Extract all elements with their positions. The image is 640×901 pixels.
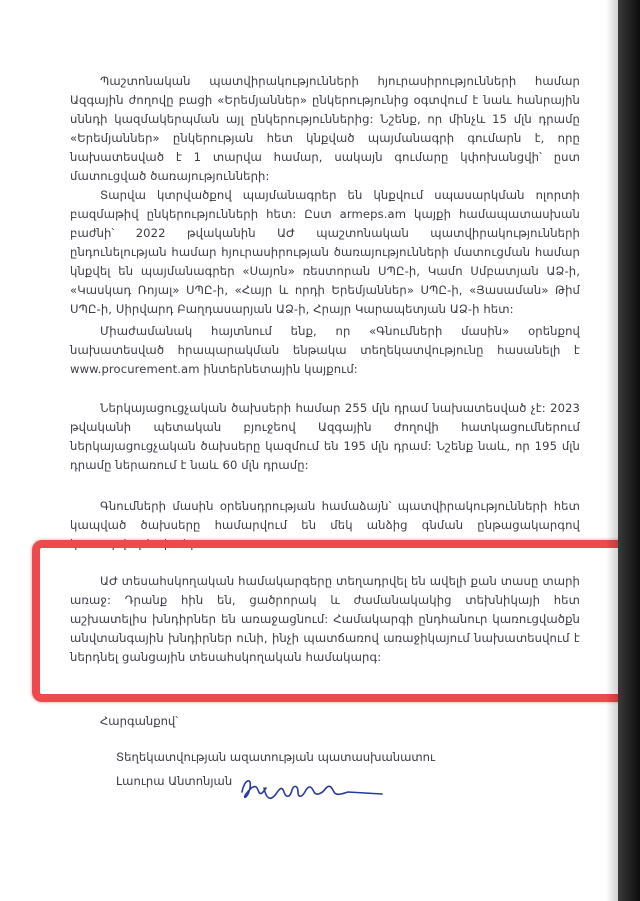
paragraph-hospitality: Պաշտոնական պատվիրակությունների հյուրասիրությունների համար Ազգային ժողովը բացի «Երեմյաններ» ընկերությունից օգտվում է նաև հանրային սննդի կազմակերպման այլ ընկերություններից: Նշենք, որ մինչև 15 մլն դրամը «Երեմյաններ» ընկերության հետ կնքված պայմանագրի գումարն է, որը նախատեսված է 1 տարվա համար, սակայն գումարը կփոխանցվի՝ ըստ մատուցված ծառայությունների: <box>70 74 580 183</box>
closing-greeting: Հարգանքով՝ <box>100 714 179 728</box>
paragraph-contracts: Տարվա կտրվածքով պայմանագրեր են կնքվում սպասարկման ոլորտի բազմաթիվ ընկերությունների հետ: Ըստ armeps.am կայքի համապատասխան բաժնի՝ 2022 թվականին ԱԺ պաշտոնական պատվիրակությունների ընդունելության համար հյուրասիրության ծառայությունների մատուցման համար կնքվել են պայմանագրեր «Սայոն» ռեստորան ՍՊԸ-ի, Կամո Սմբատյան ԱՁ-ի, «Կասկադ Ռոյալ» ՍՊԸ-ի, «Հայր և որդի Երեմյաններ» ՍՊԸ-ի, «Յասաման» Թիմ ՍՊԸ-ի, Սիրվարդ Բաղդասարյան ԱՁ-ի, Հրայր Կարապետյան ԱՁ-ի հետ: <box>70 188 580 316</box>
paragraph-procurement-law: Գնումների մասին օրենսդրության համաձայն՝ պատվիրակությունների հետ կապված ծախսերը համարվում են մեկ անձից գնման ընթացակարգով կատարվող ծախսեր: <box>70 499 580 550</box>
scan-shadow <box>606 0 618 901</box>
signatory-name: Լաուրա Անտոնյան <box>116 774 233 788</box>
paragraph-expenses: Ներկայացուցչական ծախսերի համար 255 մլն դրամ նախատեսված չէ: 2023 թվականի պետական բյուջեով Ազգային ժողովի հատկացումներում ներկայացուցչական ծախսերը կազմում են 195 մլն դրամ: Նշենք նաև, որ 195 մլն դրամը ներառում է նաև 60 մլն դրամը: <box>70 401 580 472</box>
dark-right-edge <box>618 0 640 901</box>
paragraph-procurement: Միաժամանակ հայտնում ենք, որ «Գնումների մասին» օրենքով նախատեսված հրապարակման ենթակա տեղեկատվությունը հասանելի է www.procurement.am ինտերնետային կայքում: <box>70 324 580 376</box>
red-highlight-box <box>32 540 628 702</box>
handwritten-signature <box>236 770 386 810</box>
signatory-position: Տեղեկատվության ազատության պատասխանատու <box>116 750 436 764</box>
paragraph-surveillance: ԱԺ տեսահսկողական համակարգերը տեղադրվել են ավելի քան տասը տարի առաջ: Դրանք հին են, ցածրորակ և ժամանակակից տեխնիկայի հետ աշխատելիս խնդիրներ են առաջացնում: Համակարգի ընդհանուր կառուցվածքն անվտանգային խնդիրներ ունի, ինչի պատճառով առաջիկայում նախատեսվում է ներդնել ցանցային տեսահսկողական համակարգ: <box>70 574 580 664</box>
